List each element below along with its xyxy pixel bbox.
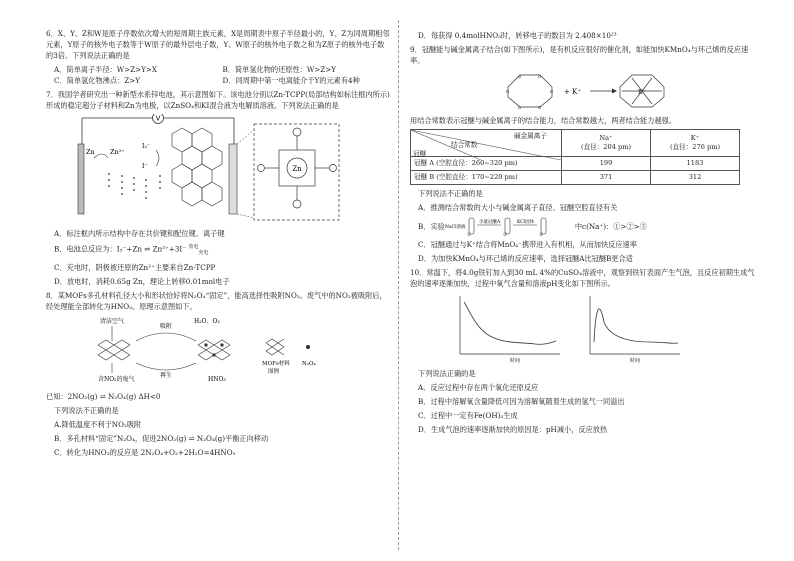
q10-stem: 10．常温下，将4.0g铁钉加入到30 mL 4%的CuSO₄溶液中，观察到铁钉表面产生气泡，且反应初期生成气泡的速率逐渐加快，过程中氧气含量和溶液pH变化如下图所示。 — [410, 268, 755, 288]
q7-option-d: D．放电时，消耗0.65g Zn，理论上转移0.01mol电子 — [54, 276, 230, 286]
q10-option-a: A．反应过程中存在两个氧化还原反应 — [418, 383, 539, 392]
tube3-label: ③ — [538, 233, 543, 236]
svg-text:o: o — [518, 74, 522, 80]
q10-charts — [450, 292, 755, 364]
binding-constant-table — [410, 129, 740, 185]
corner-top: 碱金属离子 — [514, 132, 547, 140]
row-value-na: 199 — [562, 157, 651, 171]
tube2-label: ② — [502, 233, 507, 236]
corner-bottom: 冠醚 — [413, 150, 427, 158]
crown-ether-svg — [500, 69, 680, 111]
plus-k-label: + K⁺ — [564, 88, 582, 96]
tube1-label: ① — [466, 233, 471, 236]
q6-options-row1 — [46, 64, 391, 75]
q10-option-b: B．过程中溶解氧含量降低可因为溶解氧随着生成的氢气一同溢出 — [418, 397, 625, 406]
test-tube-icon — [538, 218, 546, 236]
row-value-na: 371 — [562, 171, 651, 185]
crown-ether-icon — [508, 75, 552, 107]
ph-chart — [590, 296, 680, 364]
empty-mof-icon — [98, 340, 130, 360]
mofs-diagram — [76, 315, 391, 387]
q9-stem: 9．冠醚能与碱金属离子结合(如下图所示)，是有机反应很好的催化剂，如能加快KMnO₄与环己烯的反应速率。 — [410, 45, 749, 65]
regen-label: 再生 — [160, 371, 173, 379]
svg-text:o: o — [506, 89, 510, 95]
oxygen-curve — [464, 302, 556, 344]
q7-b-arrow-top: 放电 — [188, 244, 199, 250]
q8-ask: 下列说法不正确的是 — [54, 405, 119, 415]
battery-svg — [64, 114, 344, 224]
q8-option-b: B．多孔材料“固定”N₂O₄，促进2NO₂(g) ⇌ N₂O₄(g)平衡正向移动 — [54, 433, 269, 443]
test-tube-icon — [466, 218, 474, 236]
q10-charts-svg — [450, 292, 690, 364]
zn-label: Zn — [86, 148, 95, 156]
q6-option-a: A．简单离子半径：W>Z>Y>X — [54, 65, 158, 74]
q8-option-d: D．每获得 0.4molHNO₃时，转移电子的数目为 2.408×10²³ — [418, 31, 617, 40]
test-tube-icon — [502, 218, 510, 236]
q10-ask: 下列说法正确的是 — [418, 369, 476, 378]
zn-center-label: Zn — [292, 165, 302, 173]
chart1-xlabel: 时间 — [510, 358, 521, 364]
voltmeter-label: V — [155, 114, 161, 123]
battery-diagram — [64, 114, 391, 224]
test-tube-diagram — [445, 216, 575, 236]
q9-option-b — [410, 216, 755, 236]
q7-option-a: A．标注框内所示结构中存在共价键和配位键、离子键 — [54, 229, 225, 238]
crown-ether-diagram — [500, 69, 755, 111]
kcl-label: KCl固体 — [516, 220, 534, 225]
column-divider — [398, 20, 399, 550]
row-name: 冠醚 A (空腔直径：260~320 pm) — [411, 157, 562, 171]
crown-a-label: 少量冠醚A — [478, 220, 501, 225]
left-column — [46, 28, 391, 461]
q8-option-a: A.降低温度不利于NO₂吸附 — [54, 419, 142, 429]
header-k-ion: K⁺ — [690, 134, 700, 142]
nacl-label: NaCl溶液 — [444, 225, 466, 230]
absorb-label: 吸附 — [160, 322, 173, 330]
table-corner-cell — [411, 130, 562, 157]
svg-text:o: o — [550, 89, 554, 95]
q7-option-b — [46, 242, 391, 259]
header-k-diameter: (直径：276 pm) — [669, 143, 721, 151]
loaded-mof-icon — [198, 340, 230, 360]
q6-option-d: D．同周期中第一电离能介于Y的元素有4种 — [222, 76, 360, 85]
q8-known: 已知：2NO₂(g) ⇌ N₂O₄(g) ΔH<0 — [46, 391, 161, 401]
svg-text:o: o — [518, 105, 522, 111]
table-header-na — [562, 130, 651, 157]
svg-text:o: o — [538, 74, 542, 80]
zn-electrode — [78, 144, 84, 214]
row-value-k: 312 — [651, 171, 740, 185]
svg-text:o: o — [538, 105, 542, 111]
q6-option-c: C．简单氢化物沸点：Z>Y — [54, 76, 140, 85]
clean-air-label: 清洁空气 — [100, 317, 125, 325]
h2o-o2-label: H₂O、O₂ — [194, 317, 220, 325]
i3-label: I₃⁻ — [142, 143, 150, 150]
corner-mid: 结合常数 — [451, 141, 478, 149]
k-center-label: K⁺ — [638, 89, 646, 96]
q10-option-c: C．过程中一定有Fe(OH)₃生成 — [418, 411, 518, 420]
zn2-label: Zn²⁺ — [110, 148, 125, 156]
ph-curve — [594, 309, 678, 343]
mofs-svg — [76, 315, 336, 387]
oxygen-chart — [460, 296, 560, 364]
q10-option-d: D．生成气泡的速率逐渐加快的原因是：pH减小，反应放热 — [418, 425, 608, 434]
q9-option-b-tail: 中c(Na⁺)：①>②>③ — [574, 221, 647, 231]
q7-option-c: C．充电时，阴极被还原的Zn²⁺主要来自Zn-TCPP — [54, 262, 216, 272]
table-header-k — [651, 130, 740, 157]
hno3-label: HNO₃ — [208, 375, 226, 383]
row-name: 冠醚 B (空腔直径：170~220 pm) — [411, 171, 562, 185]
mofs-label: MOFs材料 — [262, 360, 290, 367]
q6-option-b: B．简单氢化物的还原性：W>Z>Y — [222, 65, 337, 74]
q9-option-c: C．冠醚通过与K⁺结合将MnO₄⁻携带进入有机相，从而加快反应速率 — [418, 240, 637, 249]
row-value-k: 1183 — [651, 157, 740, 171]
framework-lattice — [172, 128, 222, 206]
waste-gas-label: 含NO₂的废气 — [98, 375, 135, 383]
q9-ask: 下列说法不正确的是 — [418, 189, 483, 198]
q8-stem: 8．某MOFs多孔材料孔径大小和形状恰好将N₂O₄“固定”，能高选择性吸附NO₂。废气中的NO₂被吸附后，经处理能全部转化为HNO₃。原理示意图如下。 — [46, 290, 387, 311]
q7-option-b-text: B．电池总反应为：I₃⁻+Zn ⇌ Zn²⁺+3I⁻ — [54, 244, 187, 254]
legend-mof-icon — [266, 339, 284, 355]
q7-b-arrow-bottom: 充电 — [198, 249, 209, 256]
q8-option-c: C．转化为HNO₃的反应是 2N₂O₄+O₂+2H₂O=4HNO₃ — [54, 447, 236, 457]
q6-stem: 6．X、Y、Z和W是原子序数依次增大的短周期主族元素，X是周期表中原子半径最小的，Y、Z为同周期相邻元素，Y原子的核外电子数等于W原子的最外层电子数，Y、W原子的核外电子数之和为Z原子的核外电子数的3倍。下列说法正确的是 — [46, 29, 390, 60]
q9-option-d: D．为加快KMnO₄与环己烯的反应速率，选择冠醚A比冠醚B更合适 — [418, 254, 633, 263]
n2o4-label: N₂O₄ — [302, 360, 316, 367]
q7-stem: 7．我国学者研究出一种新型水系锌电池，其示意图如下。该电池分别以Zn-TCPP(局部结构如标注框内所示)形成的稳定超分子材料和Zn为电极，以ZnSO₄和KI混合液为电解质溶液。下列说法正确的是 — [46, 90, 390, 110]
header-na-diameter: (直径：204 pm) — [580, 143, 632, 151]
q6-options-row2 — [46, 75, 391, 86]
legend-label: 图例 — [268, 368, 280, 375]
table-row — [411, 171, 740, 185]
q9-intro: 用结合常数表示冠醚与碱金属离子的结合能力，结合常数越大，两者结合能力越强。 — [410, 116, 676, 125]
right-column — [410, 30, 755, 438]
q9-option-b-text: B．实验 — [418, 221, 445, 231]
i-label: I⁻ — [142, 163, 148, 170]
chart2-xlabel: 时间 — [630, 358, 641, 364]
q9-option-a: A．推测结合常数的大小与碱金属离子直径、冠醚空腔直径有关 — [418, 203, 618, 212]
header-na-ion: Na⁺ — [599, 134, 613, 142]
